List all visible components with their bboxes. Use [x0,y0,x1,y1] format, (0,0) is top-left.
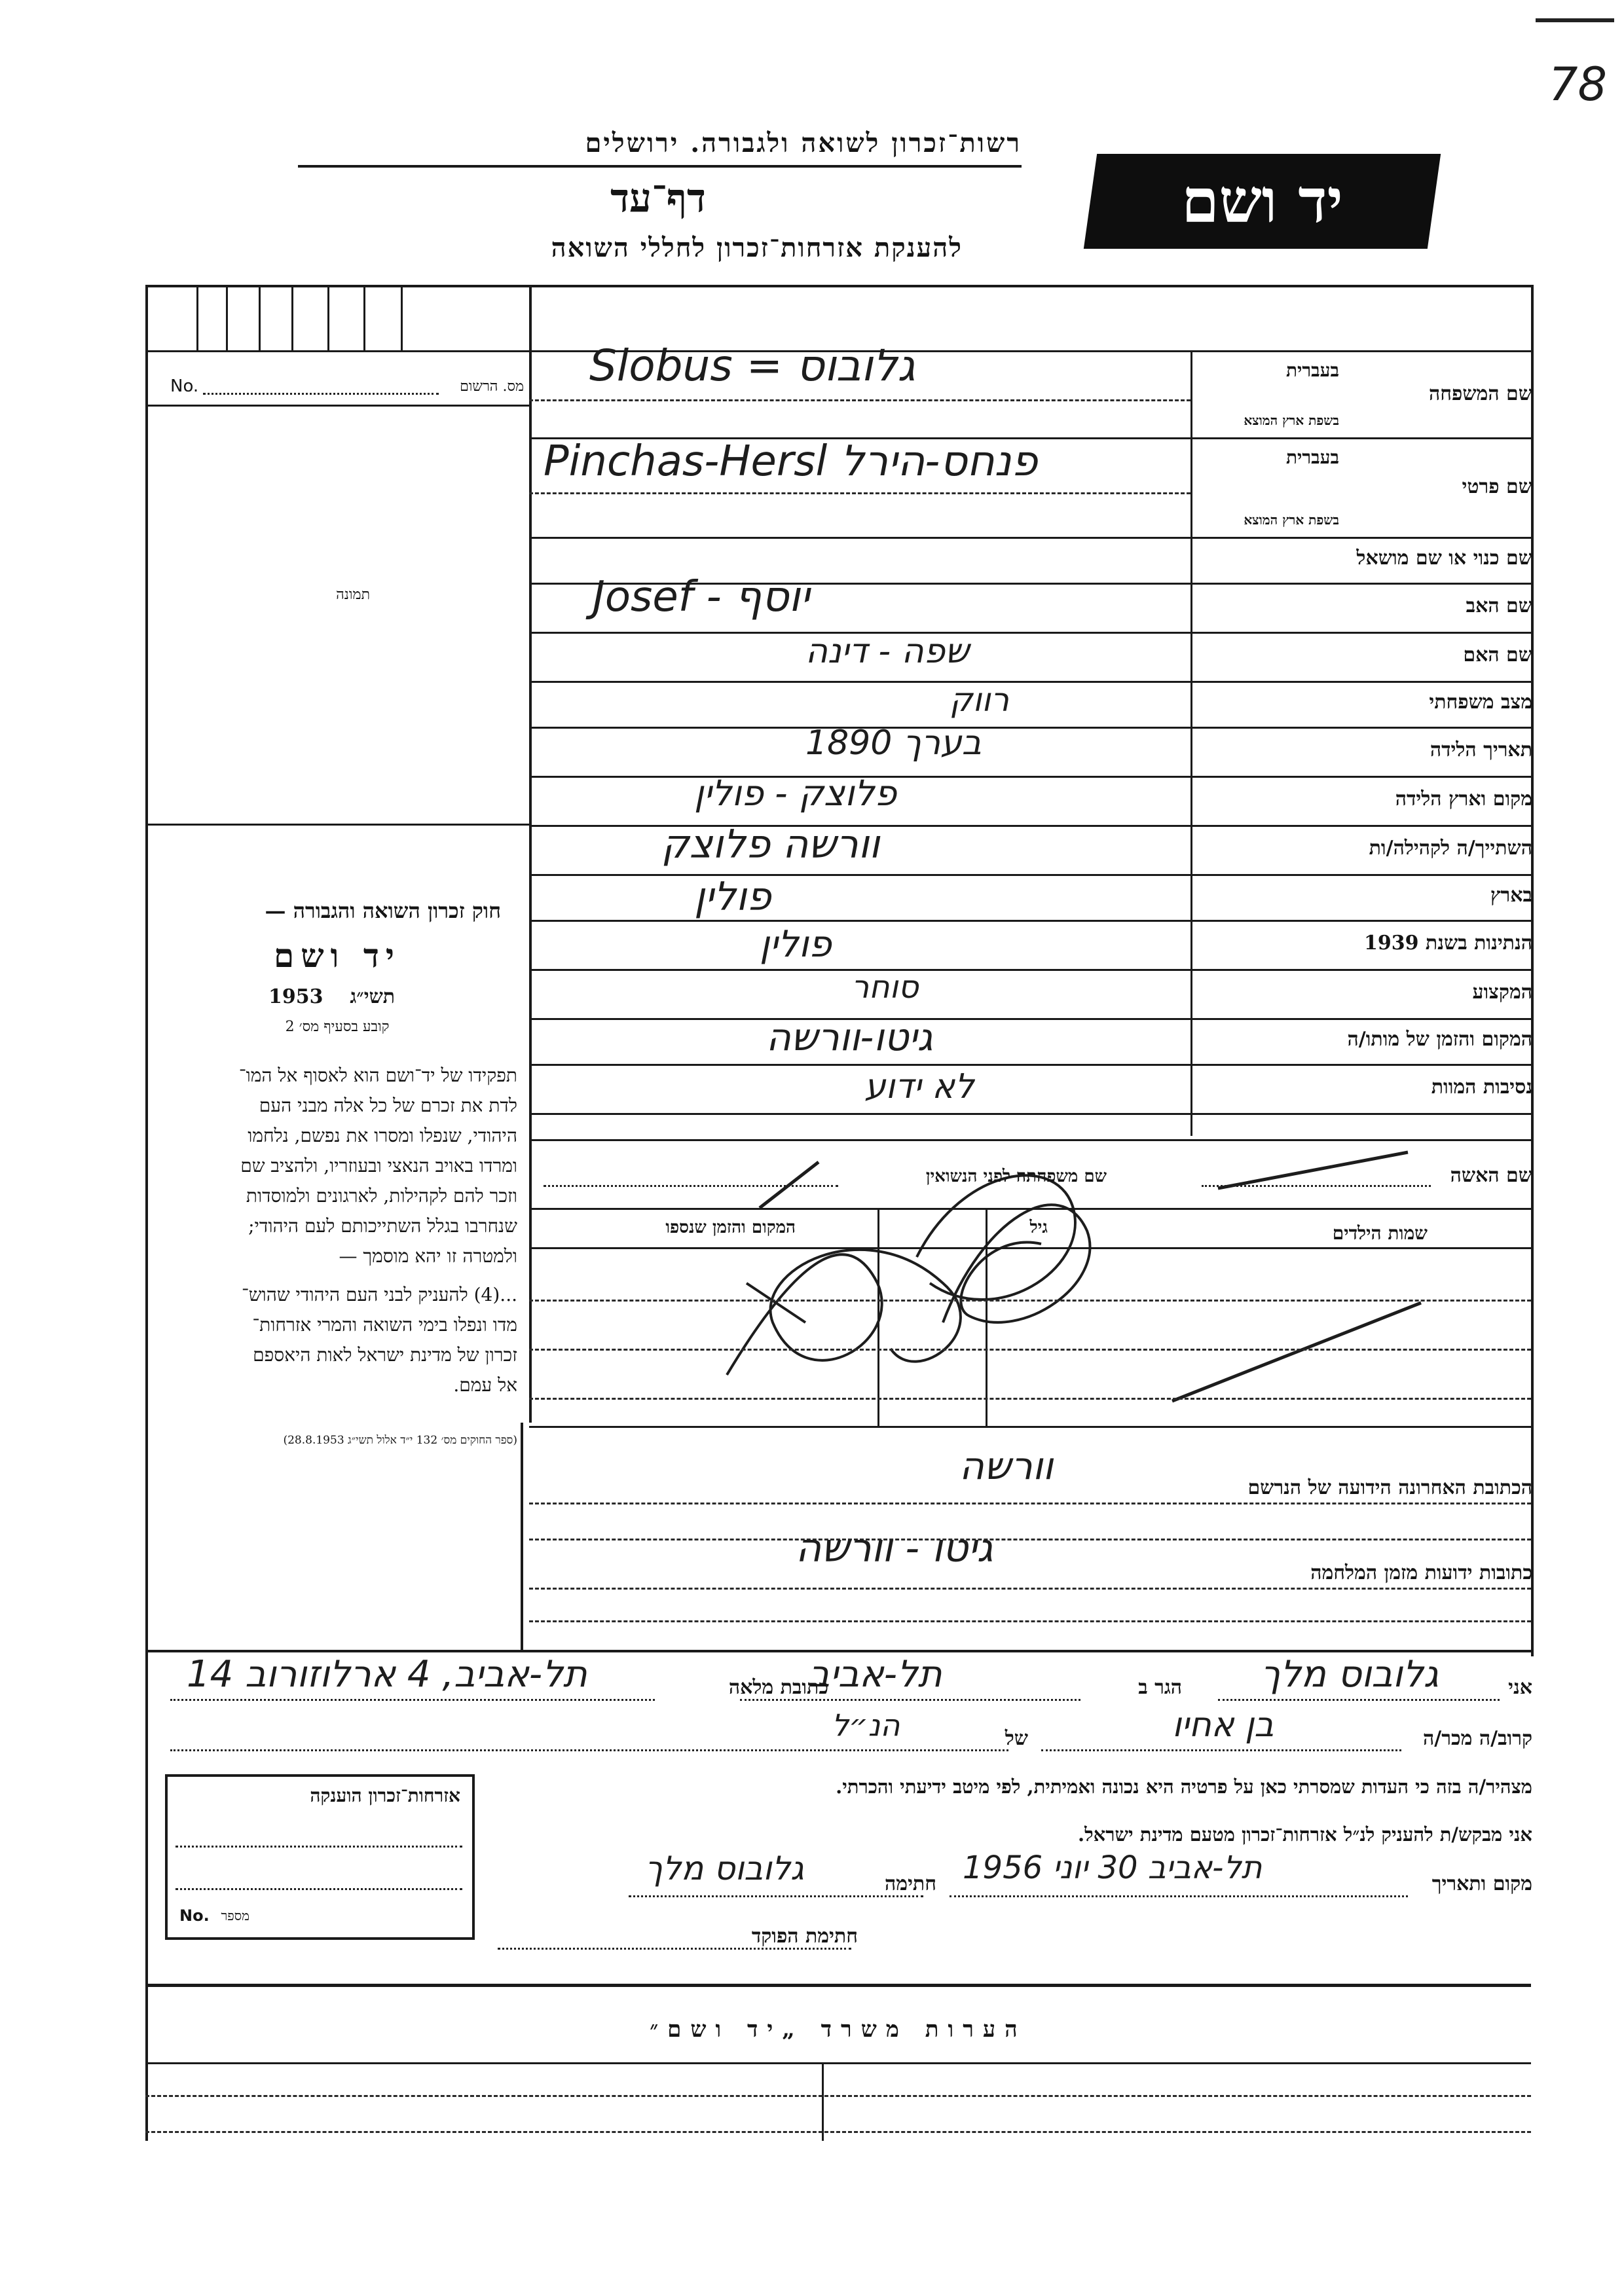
maiden-name-label: שם משפחתה לפני הנשואין [925,1167,1107,1186]
children-col-age: גיל [1029,1218,1048,1237]
law-line: תפקידו של יד־ושם הוא לאסוף אל המו־ [238,1065,517,1086]
field-label: המקום והזמן של מותו/ה [1347,1028,1532,1051]
officer-signature-label: חתימת הפוקד [751,1925,858,1948]
field-label: מקום וארץ הלידה [1395,787,1532,811]
field-value: Josef - יוסף [593,573,810,621]
wife-dash-stroke [1218,1152,1408,1188]
signature-value: גלובוס מלך [645,1850,804,1887]
wife-name-line [1202,1185,1431,1187]
law-line: ...(4) להעניק לבני העם היהודי שהוש־ [242,1284,517,1305]
registration-label: מס. הרשום [460,378,524,395]
law-title: חוק זכרון השואה והגבורה — [265,898,501,923]
field-value: רווק [950,681,1009,719]
form-title: דף־עד [610,175,706,221]
field-label: שם האב [1466,594,1532,617]
field-label: שם האם [1463,643,1532,666]
field-label: מצב משפחתי [1429,691,1532,714]
field-value: Slobus = גלובוס [589,340,915,391]
wartime-address-label: כתובות ידועות מזמן המלחמה [1310,1561,1532,1584]
signature-line [629,1895,923,1897]
children-scribble-stroke [943,1205,1090,1322]
relation-value: בן אחיו [1172,1705,1274,1745]
office-notes-title: הערות משרד „יד ושם״ [650,2016,1027,2043]
city-line [740,1699,1080,1701]
field-label: שם כנוי או שם מושאל [1356,547,1532,570]
law-year: 1953 [268,985,323,1008]
award-box-line [175,1846,462,1848]
of-value: הנ״ל [832,1707,900,1743]
field-sublabel-origin: בשפת ארץ המוצא [1244,412,1339,428]
law-line: שנחרבו בגלל השתייכותם לעם היהודי; [248,1215,517,1237]
last-address-label: הכתובת האחרונה הידועה של הנרשם [1247,1476,1532,1499]
law-name: יד ושם [274,936,401,975]
of-label: של [1005,1727,1028,1750]
law-line: לדת את זכרם של כל אלה מבני העם [259,1095,517,1116]
field-value: פולין [694,874,771,920]
field-value: פלוצק - פולין [694,773,897,814]
field-label: השתייך/ה לקהילה/ות [1369,836,1532,860]
resident-label: הגר ב [1138,1676,1182,1699]
relation-line [1041,1749,1401,1751]
award-box-title: אזרחות־זכרון הוענקה [310,1785,460,1806]
request-line: אני מבקש/ת להעניק לנ״ל אזרחות־זכרון מטעם מדינת ישראל. [1078,1823,1532,1846]
law-line: ולמטרה זו יהא מוסמך — [339,1245,517,1267]
field-label: שם המשפחה [1428,382,1532,405]
address-line [170,1699,655,1701]
declaration-line: מצהיר/ה בזה כי העדות שמסרתי כאן על פרטיה היא נכונה ואמיתית, לפי מיטב ידיעתי והכרתי. [836,1776,1532,1798]
award-box-no-label: No. [179,1906,210,1925]
last-address-value: וורשה [959,1444,1054,1488]
declarant-city-value: תל-אביב [809,1653,942,1696]
law-line: זכרון של מדינת ישראל לאות היאספם [253,1344,517,1366]
field-label: המקצוע [1472,980,1532,1004]
place-date-label: מקום ותאריך [1431,1872,1532,1895]
place-date-value: תל-אביב 30 יוני 1956 [963,1850,1263,1886]
law-line: אל עמם. [453,1374,517,1396]
photo-label: תמונה [336,587,370,603]
law-year-hebrew: תשי״ג [350,985,396,1008]
registration-no-label: No. [170,376,199,396]
field-label: נסיבות המוות [1431,1075,1532,1099]
law-line: מדו ונפלו בימי השואה והמרי אזרחות־ [252,1314,517,1336]
wife-label: שם האשה [1450,1164,1532,1187]
officer-signature-line [498,1948,851,1950]
award-box [165,1774,475,1940]
law-section-ref: קובע בסעיף מס׳ 2 [285,1019,390,1035]
field-value: סוחר [851,969,919,1006]
award-box-number-label: מספר [221,1908,249,1923]
children-scribble-stroke [727,1250,961,1375]
award-box-line [175,1888,462,1890]
law-line: וזכר להם לקהילות, לארגונים ולמוסדות [246,1185,517,1207]
maiden-name-line [544,1185,838,1187]
full-address-label: כתובת מלאה [728,1676,828,1699]
field-sublabel-origin: בשפת ארץ המוצא [1244,512,1339,528]
field-value: שפה - דינה [805,632,969,671]
field-sublabel-hebrew: בעברית [1285,446,1339,468]
yad-vashem-logo: יד ושם [1084,154,1441,249]
field-label: הנתינות בשנת 1939 [1363,931,1532,955]
i-label: אני [1508,1676,1532,1699]
authority-line: רשות־זכרון לשואה ולגבורה. ירושלים [585,128,1022,158]
name-line [1218,1699,1500,1701]
place-date-line [950,1895,1408,1897]
children-col-place-time: המקום והזמן שנספו [665,1218,796,1237]
field-label: בארץ [1490,884,1532,907]
form-subtitle: להענקת אזרחות־זכרון לחללי השואה [551,232,963,263]
of-line [170,1749,1008,1751]
wartime-address-value: גיטו - וורשה [796,1525,993,1571]
declarant-address-value: תל-אביב, 4 ארלוזורוב 14 [187,1653,587,1696]
law-line: היהודי, שנפלו ומסרו את נפשם, נלחמו [248,1125,517,1146]
field-value: 1890 בערך [805,723,982,763]
children-dash-stroke [1172,1303,1421,1401]
field-value: גיטו-וורשה [766,1015,933,1059]
relative-label: קרוב/ה מכר/ה [1423,1727,1532,1750]
field-value: Pinchas-Hersl פנחס-הירל [544,437,1038,486]
law-line: ומרדו באויב הנאצי ובעוזריו, ולהציב שם [240,1155,517,1176]
field-sublabel-hebrew: בעברית [1285,359,1339,381]
field-label: תאריך הלידה [1430,738,1532,761]
declarant-name-value: גלובוס מלך [1261,1653,1439,1696]
signature-label: חתימה [885,1872,936,1895]
field-label: שם פרטי [1462,475,1532,498]
children-col-names: שמות הילדים [1332,1222,1428,1244]
law-citation: (ספר החוקים מס׳ 132 י״ד אלול תשי״ג 28.8.1953) [283,1434,517,1447]
field-value: לא ידוע [864,1067,974,1106]
page-number-mark: 78 [1549,58,1608,111]
field-value: וורשה פלוצק [661,822,880,867]
field-value: פולין [760,923,832,966]
